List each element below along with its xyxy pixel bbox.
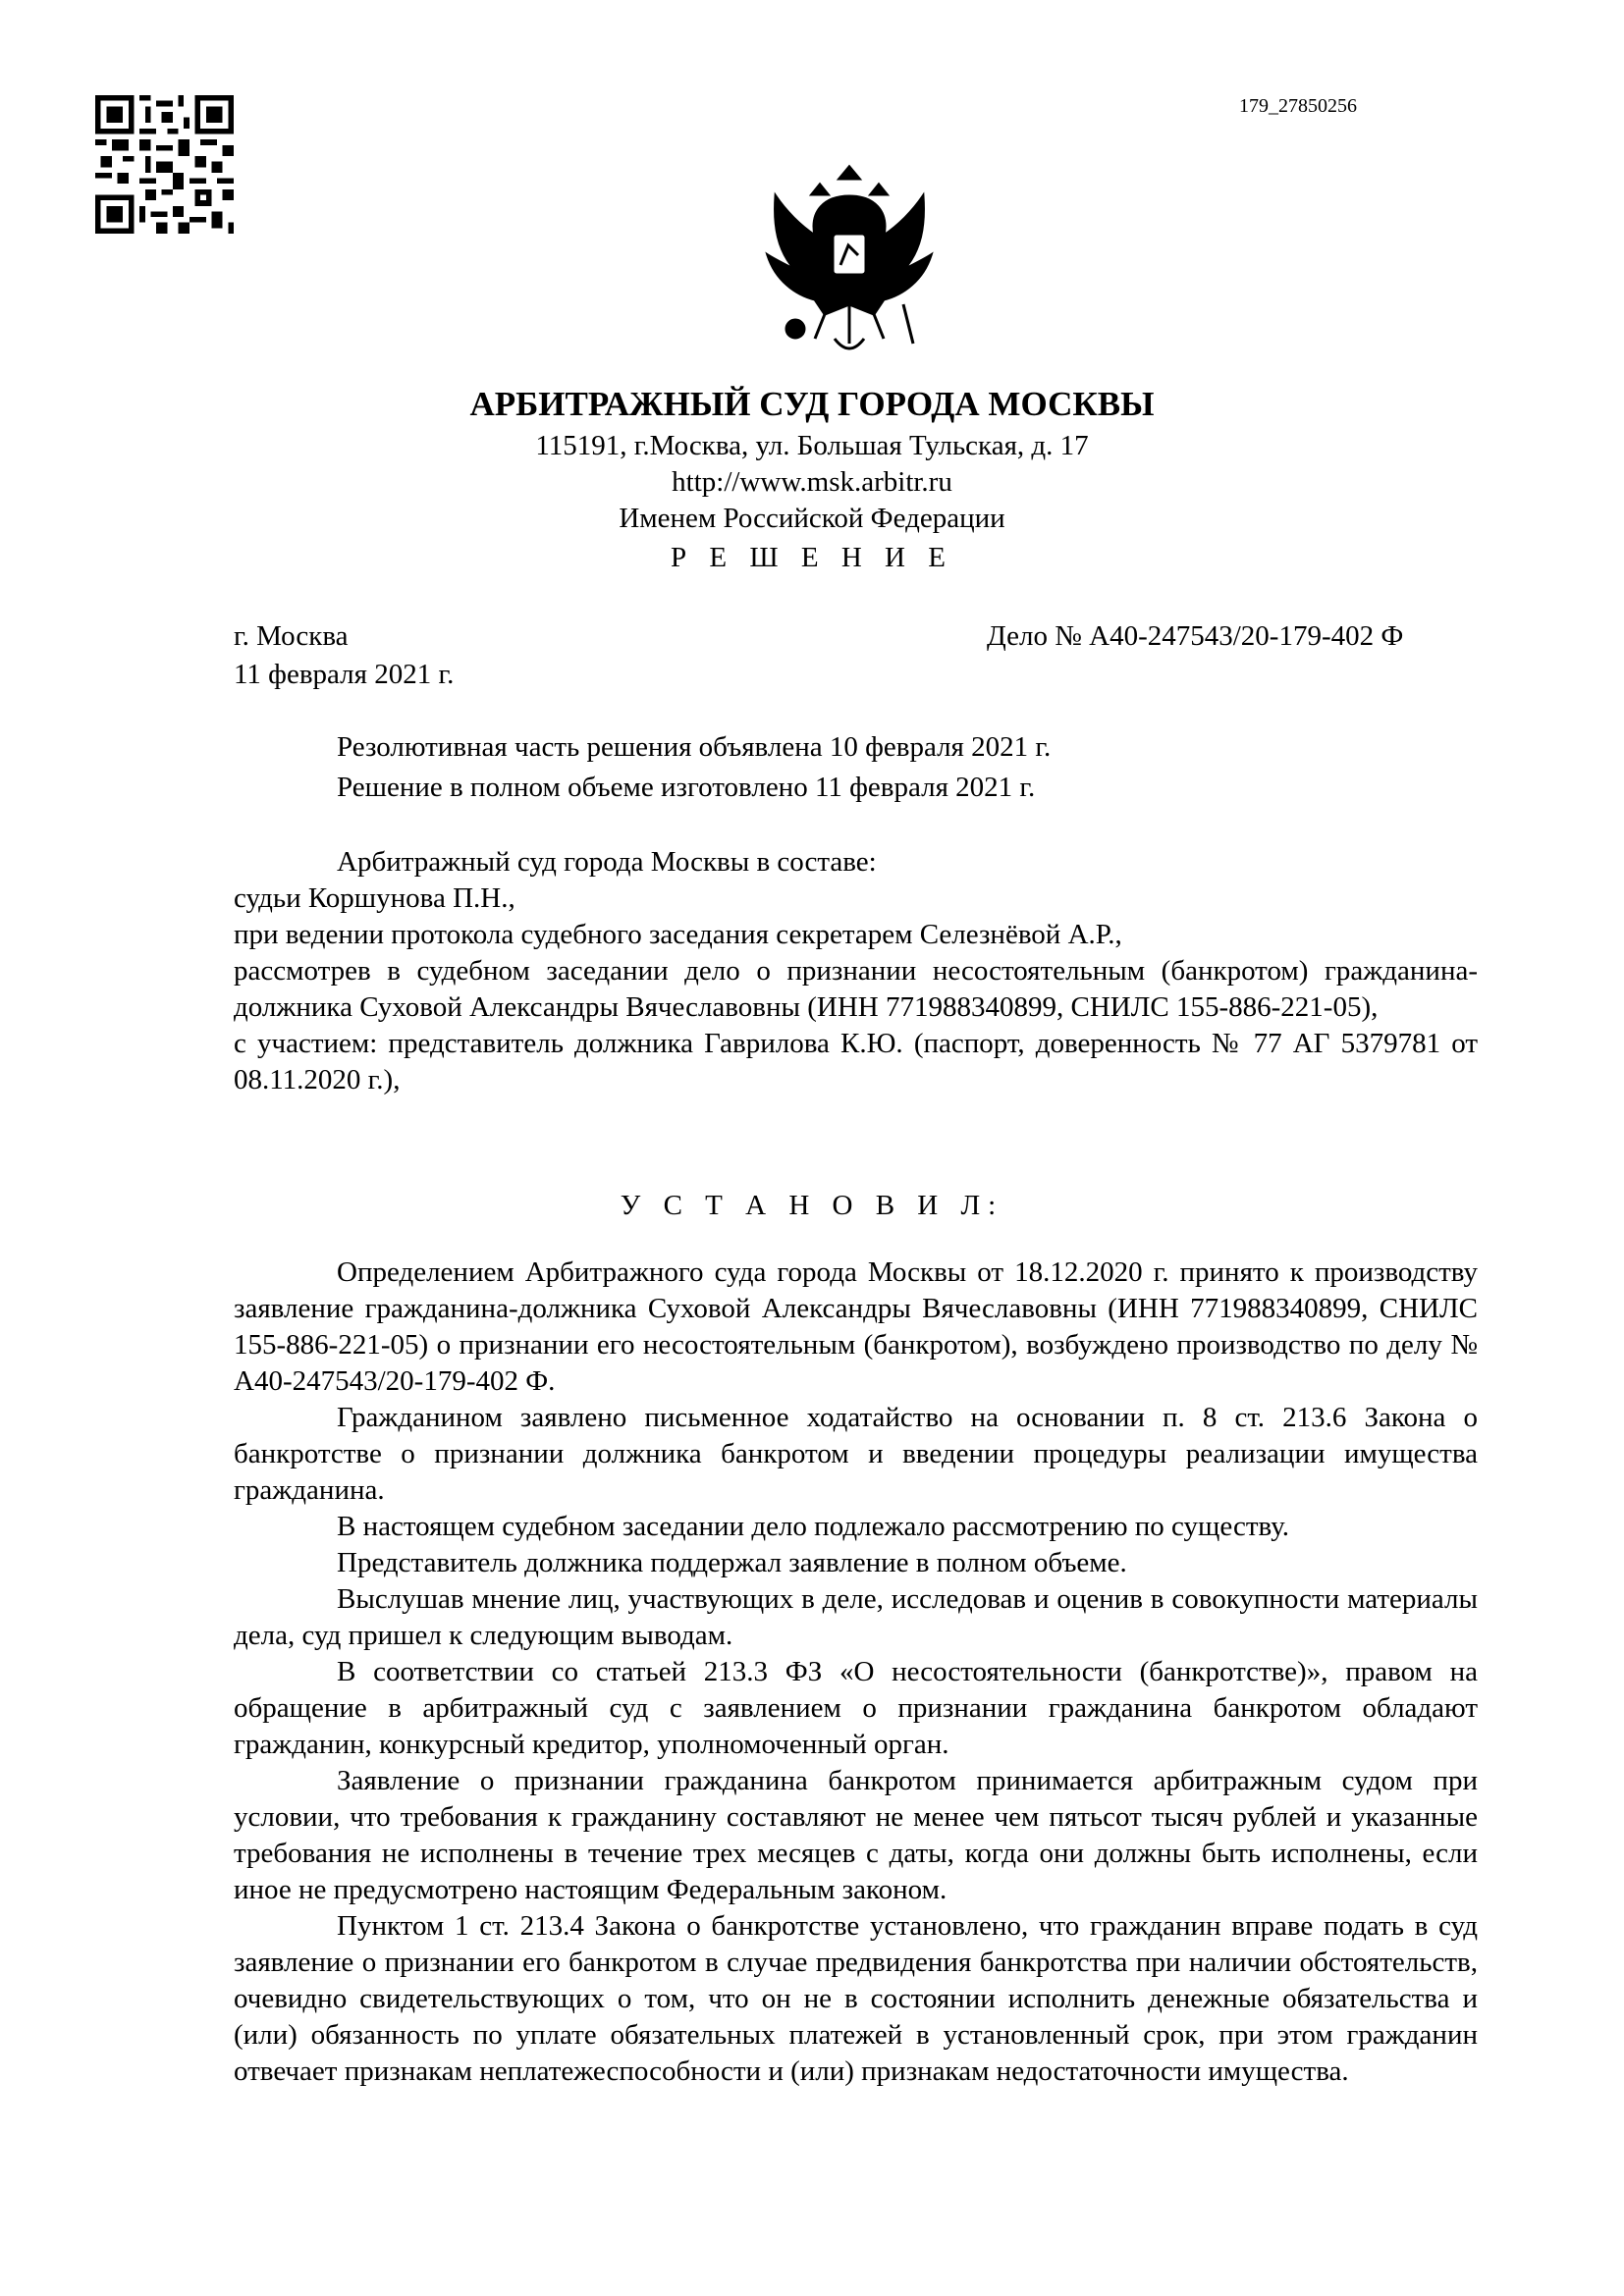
body-paragraph: Пунктом 1 ст. 213.4 Закона о банкротстве установлено, что гражданин вправе подать в суд заявление о признании его банкротом в случае предвидения банкротства при наличии обстоятельств, очевидно свидетельствующих о том, что он не в состоянии исполнить денежные обязательства и (или) обязанность по уплате обязательных платежей в установленный срок, при этом гражданин отвечает признакам неплатежеспособности и (или) признакам недостаточности имущества. — [234, 1910, 1478, 2087]
body-paragraph: Представитель должника поддержал заявление в полном объеме. — [337, 1547, 1127, 1578]
document-id: 179_27850256 — [1239, 95, 1357, 117]
body-paragraph: В соответствии со статьей 213.3 ФЗ «О несостоятельности (банкротстве)», правом на обращение в арбитражный суд с заявлением о признании гражданина банкротом обладают гражданин, конкурсный кредитор, уполномоченный орган. — [234, 1656, 1478, 1760]
body-paragraph: Определением Арбитражного суда города Москвы от 18.12.2020 г. принято к производству заявление гражданина-должника Суховой Александры Вячеславовны (ИНН 771988340899, СНИЛС 155-886-221-05) о признании его несостоятельным (банкротом), возбуждено производство по делу № А40-247543/20-179-402 Ф. — [234, 1256, 1478, 1397]
court-name: АРБИТРАЖНЫЙ СУД ГОРОДА МОСКВЫ — [469, 385, 1155, 423]
body-paragraph: Гражданином заявлено письменное ходатайство на основании п. 8 ст. 213.6 Закона о банкротстве о признании должника банкротом и введении процедуры реализации имущества гражданина. — [234, 1402, 1478, 1506]
body-paragraph: Заявление о признании гражданина банкротом принимается арбитражным судом при условии, что требования к гражданину составляют не менее чем пятьсот тысяч рублей и указанные требования не исполнены в течение трех месяцев с даты, когда они должны быть исполнены, если иное не предусмотрено настоящим Федеральным законом. — [234, 1765, 1478, 1905]
composition-line: судьи Коршунова П.Н., — [234, 882, 515, 914]
composition-line: рассмотрев в судебном заседании дело о признании несостоятельным (банкротом) гражданина-должника Суховой Александры Вячеславовны (ИНН 771988340899, СНИЛС 155-886-221-05), — [234, 955, 1478, 1023]
decision-date: 11 февраля 2021 г. — [234, 659, 455, 690]
document-type-title: Р Е Ш Е Н И Е — [671, 542, 953, 573]
court-composition — [234, 844, 1478, 1098]
coat-of-arms-icon — [756, 157, 943, 363]
city: г. Москва — [234, 620, 349, 652]
composition-line: при ведении протокола судебного заседания секретарем Селезнёвой А.Р., — [234, 919, 1122, 950]
announcement-line: Решение в полном объеме изготовлено 11 февраля 2021 г. — [337, 772, 1036, 803]
qr-code-icon — [95, 95, 234, 234]
composition-line: с участием: представитель должника Гаврилова К.Ю. (паспорт, доверенность № 77 АГ 5379781 от 08.11.2020 г.), — [234, 1028, 1478, 1095]
decision-body — [234, 1255, 1478, 2090]
composition-line: Арбитражный суд города Москвы в составе: — [337, 846, 877, 878]
court-address: 115191, г.Москва, ул. Большая Тульская, д. 17 — [535, 430, 1089, 461]
court-website-link[interactable]: http://www.msk.arbitr.ru — [672, 466, 952, 498]
announcement-line: Резолютивная часть решения объявлена 10 февраля 2021 г. — [337, 731, 1052, 763]
body-paragraph: В настоящем судебном заседании дело подлежало рассмотрению по существу. — [337, 1511, 1290, 1542]
section-title: У С Т А Н О В И Л: — [620, 1190, 1004, 1221]
in-the-name-line: Именем Российской Федерации — [619, 503, 1005, 534]
case-number: Дело № А40-247543/20-179-402 Ф — [987, 620, 1404, 652]
body-paragraph: Выслушав мнение лиц, участвующих в деле, исследовав и оценив в совокупности материалы дела, суд пришел к следующим выводам. — [234, 1583, 1478, 1651]
